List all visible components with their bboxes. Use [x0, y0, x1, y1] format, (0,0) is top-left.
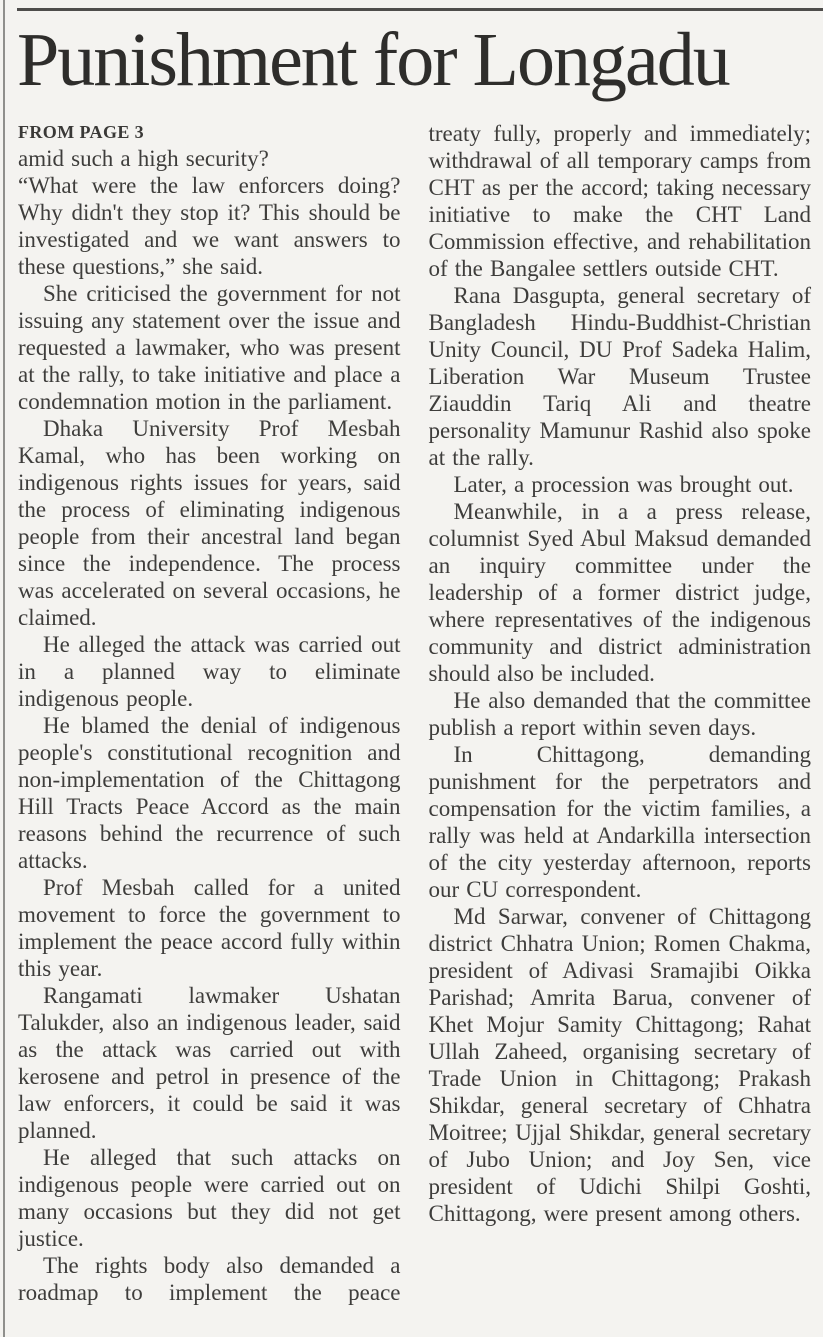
paragraph: “What were the law enforcers doing? Why didn't they stop it? This should be investigated and we want answers to these questions,” she said.	[18, 173, 401, 279]
article-body	[18, 120, 811, 1306]
paragraph: He blamed the denial of indigenous people's constitutional recognition and non-implementation of the Chittagong Hill Tracts Peace Accord as the main reasons behind the recurrence of such attacks.	[18, 713, 401, 873]
paragraph: She criticised the government for not issuing any statement over the issue and requested a lawmaker, who was present at the rally, to take initiative and place a condemnation motion in the parliament.	[18, 281, 401, 414]
paragraph: amid such a high security?	[18, 146, 269, 171]
headline-top-rule	[17, 8, 823, 11]
paragraph: He alleged that such attacks on indigenous people were carried out on many occasions but they did not get justice.	[18, 1145, 401, 1251]
paragraph: He also demanded that the committee publish a report within seven days.	[428, 688, 811, 740]
paragraph: Rangamati lawmaker Ushatan Talukder, also an indigenous leader, said as the attack was carried out with kerosene and petrol in presence of the law enforcers, it could be said it was planned.	[18, 983, 401, 1143]
continued-from-kicker: FROM PAGE 3	[18, 122, 145, 142]
paragraph: Md Sarwar, convener of Chittagong district Chhatra Union; Romen Chakma, president of Adivasi Sramajibi Oikka Parishad; Amrita Barua, convener of Khet Mojur Samity Chittagong; Rahat Ullah Zaheed, organising secretary of Trade Union in Chittagong; Prakash Shikdar, general secretary of Chhatra Moitree; Ujjal Shikdar, general secretary of Jubo Union; and Joy Sen, vice president of Udichi Shilpi Goshti, Chittagong, were present among others.	[428, 904, 811, 1226]
article-column-right	[429, 120, 812, 1306]
paragraph: Dhaka University Prof Mesbah Kamal, who has been working on indigenous rights issues for years, said the process of eliminating indigenous people from their ancestral land began since the independence. The process was accelerated on several occasions, he claimed.	[18, 416, 401, 630]
paragraph: Later, a procession was brought out.	[453, 472, 794, 497]
paragraph: The rights body also demanded a roadmap to implement the peace	[18, 1253, 401, 1305]
page-edge-rule	[3, 0, 5, 1337]
article-headline: Punishment for Longadu	[17, 18, 729, 102]
paragraph: He alleged the attack was carried out in a planned way to eliminate indigenous people.	[18, 632, 401, 711]
paragraph: treaty fully, properly and immediately; withdrawal of all temporary camps from CHT as per the accord; taking necessary initiative to make the CHT Land Commission effective, and rehabilitation of the Bangalee settlers outside CHT.	[428, 121, 811, 281]
paragraph: Prof Mesbah called for a united movement to force the government to implement the peace accord fully within this year.	[18, 875, 401, 981]
paragraph: Meanwhile, in a a press release, columnist Syed Abul Maksud demanded an inquiry committee under the leadership of a former district judge, where representatives of the indigenous community and district administration should also be included.	[428, 499, 811, 686]
paragraph: In Chittagong, demanding punishment for the perpetrators and compensation for the victim families, a rally was held at Andarkilla intersection of the city yesterday afternoon, reports our CU correspondent.	[428, 742, 811, 902]
article-column-left	[18, 120, 401, 1306]
paragraph: Rana Dasgupta, general secretary of Bangladesh Hindu-Buddhist-Christian Unity Council, DU Prof Sadeka Halim, Liberation War Museum Trustee Ziauddin Tariq Ali and theatre personality Mamunur Rashid also spoke at the rally.	[428, 283, 811, 470]
